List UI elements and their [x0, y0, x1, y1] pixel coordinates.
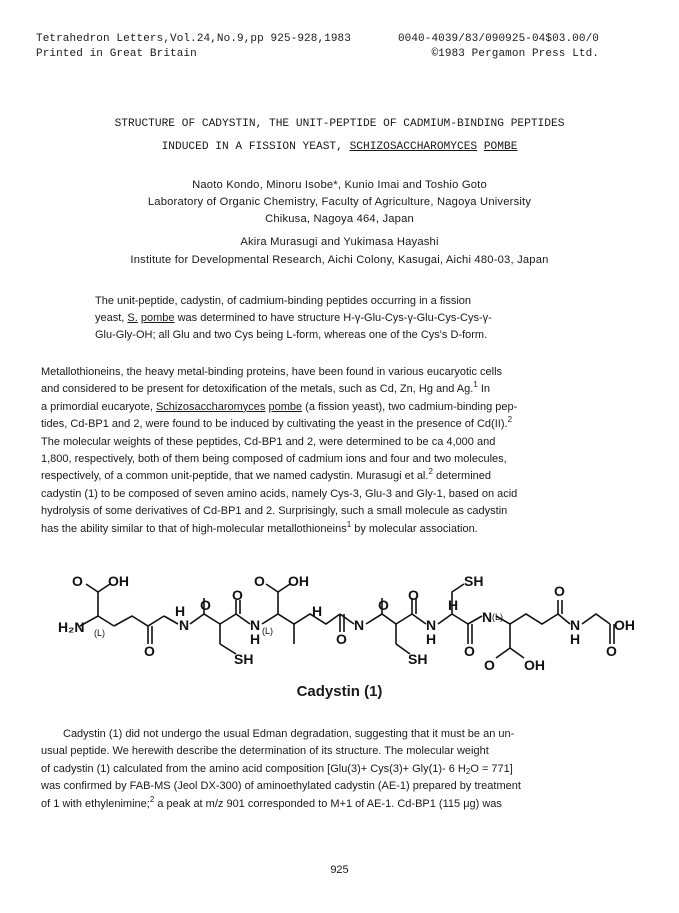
abstract-line: The unit-peptide, cadystin, of cadmium-binding peptides occurring in a fission: [95, 295, 472, 307]
title-line-2: [0, 141, 679, 153]
paragraph-line: [41, 761, 641, 778]
atom-label: H: [448, 597, 459, 613]
paragraph-text: In: [480, 383, 491, 396]
paragraph-line: 1,800, respectively, both of them being composed of cadmium ions and four and two molecules,: [41, 453, 507, 466]
abstract: [95, 293, 615, 344]
bond: [190, 614, 220, 624]
bond: [582, 614, 610, 624]
abstract-line: [95, 310, 615, 327]
journal-citation: Tetrahedron Letters,Vol.24,No.9,pp 925-928,1983: [36, 33, 351, 45]
footnote-ref: 2: [428, 467, 433, 477]
atom-label: OH: [108, 573, 129, 589]
atom-label: N: [250, 617, 261, 633]
stereo-label: (L): [262, 626, 273, 636]
atom-label: OH: [614, 617, 635, 633]
page-number: 925: [330, 864, 349, 876]
paragraph-text: a peak at m/z 901 corresponded to M+1 of AE-1. Cd-BP1 (115 μg) was: [157, 797, 502, 810]
atom-label: OH: [524, 657, 545, 673]
paragraph-text: by molecular association.: [354, 522, 478, 535]
atom-label: O: [144, 643, 155, 659]
bond: [262, 614, 340, 624]
paragraph-line: cadystin (1) to be composed of seven amino acids, namely Cys-3, Glu-3 and Gly-1, based on acid: [41, 487, 518, 500]
bond: [86, 584, 98, 592]
atom-label: SH: [464, 573, 484, 589]
atom-label: N: [426, 617, 437, 633]
atom-label: O: [72, 573, 83, 589]
copyright-note: ©1983 Pergamon Press Ltd.: [431, 48, 599, 60]
paragraph-text: determined: [435, 470, 491, 483]
atom-label: O: [606, 643, 617, 659]
atom-label: O: [254, 573, 265, 589]
paragraph-line: [41, 381, 641, 398]
title-species: POMBE: [483, 141, 518, 153]
paragraph-line: [41, 468, 641, 485]
genus-name: Schizosaccharomyces: [155, 400, 266, 413]
bond: [510, 614, 558, 624]
structure-bonds: [80, 584, 614, 658]
abstract-genus-abbrev: S.: [127, 312, 138, 324]
atom-label: H: [570, 631, 581, 647]
bond: [236, 614, 250, 624]
subscript: 2: [465, 766, 471, 776]
paragraph-line: Metallothioneins, the heavy metal-binding proteins, have been found in various eucaryotic cells: [41, 366, 503, 378]
bond: [496, 616, 510, 658]
bond: [80, 616, 114, 626]
atom-label: O: [232, 587, 243, 603]
bond: [340, 614, 354, 624]
footnote-ref: 2: [507, 415, 513, 425]
atom-label: O: [378, 597, 389, 613]
bond: [366, 614, 396, 624]
authors-group-1: Naoto Kondo, Minoru Isobe*, Kunio Imai and Toshio Goto: [192, 179, 487, 191]
paragraph-line: usual peptide. We herewith describe the determination of its structure. The molecular weight: [41, 745, 489, 758]
paragraph-line: was confirmed by FAB-MS (Jeol DX-300) of aminoethylated cadystin (AE-1) prepared by treatment: [41, 780, 521, 793]
paragraph-text: O = 771]: [470, 762, 513, 775]
bond: [396, 614, 412, 624]
paragraph-text: (a fission yeast), two cadmium-binding pep-: [305, 400, 518, 413]
paragraph-line: hydrolysis of some derivatives of Cd-BP1 and 2. Surprisingly, such a small molecule as cadystin: [41, 505, 508, 518]
paragraph-text: respectively, of a common unit-peptide, that we named cadystin. Murasugi et al.: [41, 470, 429, 483]
paragraph-text: of cadystin (1) calculated from the amino acid composition [Glu(3)+ Cys(3)+ Gly(1)- 6 H: [41, 762, 466, 775]
stereo-label: (L): [492, 612, 503, 622]
paragraph-text: has the ability similar to that of high-molecular metallothioneins: [41, 522, 347, 535]
stereo-label: (L): [94, 628, 105, 638]
species-name: pombe: [268, 400, 303, 413]
atom-label: O: [408, 587, 419, 603]
atom-label: O: [200, 597, 211, 613]
paragraph-line: [41, 796, 641, 813]
atom-label: H₂N: [58, 619, 85, 635]
cadystin-structure: [50, 570, 635, 675]
paragraph-line: [41, 399, 641, 416]
paragraph-text: of 1 with ethylenimine;: [41, 797, 150, 810]
abstract-text: was determined to have structure H-γ-Glu-Cys-γ-Glu-Cys-Cys-γ-: [177, 312, 492, 324]
atom-label: SH: [234, 651, 254, 667]
footnote-ref: 1: [346, 519, 352, 529]
footnote-ref: 1: [473, 380, 478, 390]
bond: [558, 614, 570, 624]
atom-label: H: [312, 603, 323, 619]
atom-label: O: [464, 643, 475, 659]
bond: [452, 614, 468, 624]
article-code: 0040-4039/83/090925-04$03.00/0: [397, 33, 599, 45]
paragraph-text: and considered to be present for detoxification of the metals, such as Cd, Zn, Hg and Ag.: [41, 383, 474, 396]
atom-label: O: [336, 631, 347, 647]
atom-label: H: [175, 603, 186, 619]
paragraph-line: Cadystin (1) did not undergo the usual Edman degradation, suggesting that it must be an un-: [63, 728, 515, 740]
abstract-line: Glu-Gly-OH; all Glu and two Cys being L-form, whereas one of the Cys's D-form.: [95, 329, 488, 341]
paragraph-structure: [41, 726, 641, 813]
bond: [220, 614, 236, 624]
footnote-ref: 2: [149, 794, 155, 804]
paragraph-line: [41, 416, 641, 433]
bond: [412, 614, 426, 624]
paragraph-text: tides, Cd-BP1 and 2, were found to be induced by cultivating the yeast in the presence of Cd(II).: [41, 418, 508, 431]
paragraph-line: The molecular weights of these peptides, Cd-BP1 and 2, were determined to be ca 4,000 and: [41, 435, 496, 448]
atom-label: SH: [408, 651, 428, 667]
paragraph-line: [41, 521, 641, 538]
affiliation-1: Laboratory of Organic Chemistry, Faculty of Agriculture, Nagoya University: [147, 196, 532, 208]
atom-label: OH: [288, 573, 309, 589]
bond: [510, 648, 524, 658]
title-line-1: STRUCTURE OF CADYSTIN, THE UNIT-PEPTIDE OF CADMIUM-BINDING PEPTIDES: [114, 118, 565, 130]
title-genus: SCHIZOSACCHAROMYCES: [349, 141, 478, 153]
bond: [114, 616, 164, 626]
paragraph-intro: [41, 364, 641, 538]
atom-label: H: [250, 631, 261, 647]
atom-label: O: [484, 657, 495, 673]
bond: [266, 584, 278, 592]
authors-group-2: Akira Murasugi and Yukimasa Hayashi: [240, 236, 439, 248]
atom-label: N: [354, 617, 365, 633]
bond: [468, 616, 482, 624]
abstract-species: pombe: [140, 312, 175, 324]
affiliation-1-address: Chikusa, Nagoya 464, Japan: [265, 213, 414, 225]
structure-caption: Cadystin (1): [296, 683, 383, 700]
atom-label: N: [482, 609, 493, 625]
atom-label: N: [179, 617, 190, 633]
atom-label: H: [426, 631, 437, 647]
abstract-text: yeast,: [95, 312, 125, 324]
affiliation-2: Institute for Developmental Research, Aichi Colony, Kasugai, Aichi 480-03, Japan: [130, 254, 549, 266]
title-line-2-prefix: INDUCED IN A FISSION YEAST,: [161, 141, 343, 153]
printed-note: Printed in Great Britain: [36, 48, 197, 60]
atom-label: O: [554, 583, 565, 599]
paragraph-text: a primordial eucaryote,: [41, 400, 153, 413]
atom-label: N: [570, 617, 581, 633]
